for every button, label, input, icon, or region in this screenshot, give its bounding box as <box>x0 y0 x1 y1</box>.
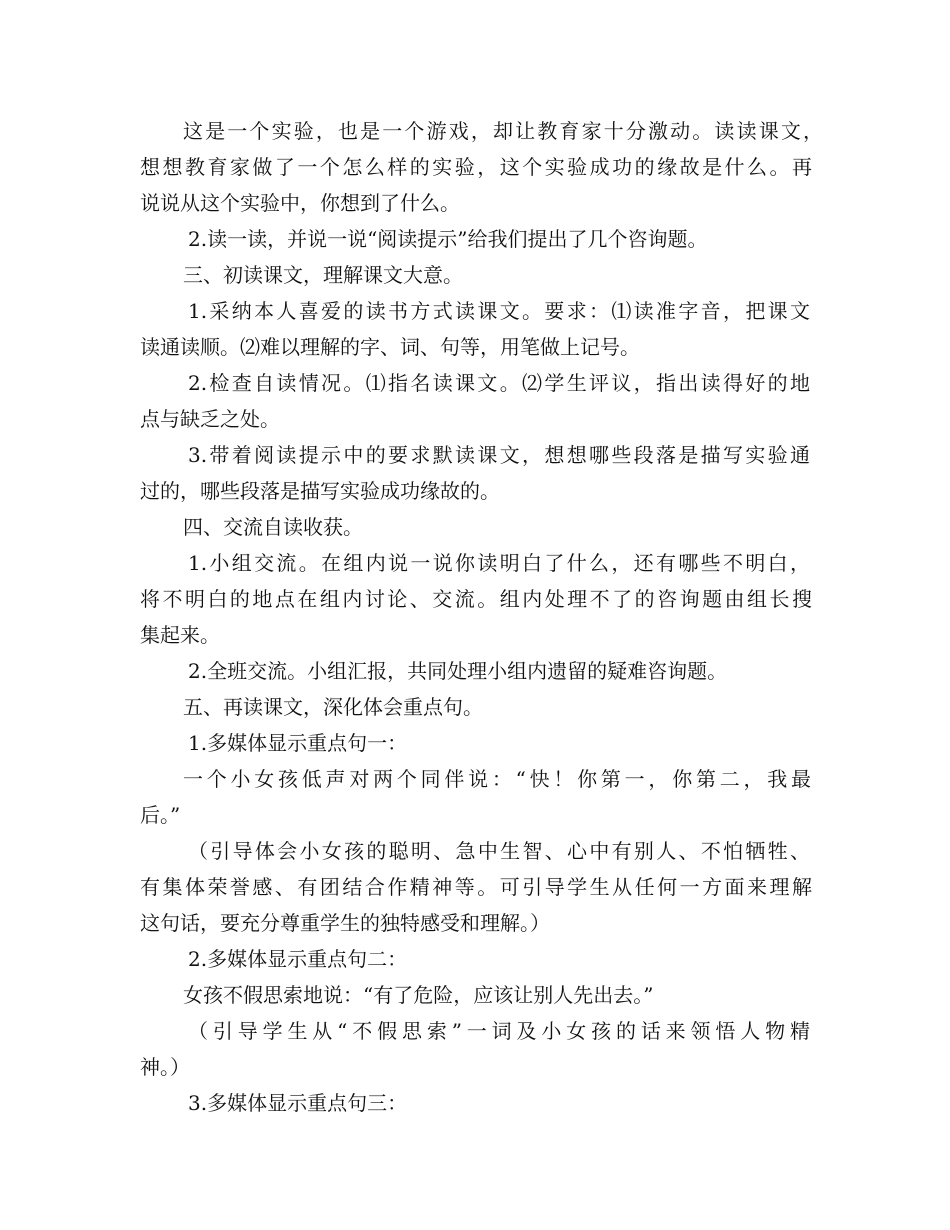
text-line: 1.多媒体显示重点句一： <box>188 731 408 755</box>
text-line: 想想教育家做了一个怎么样的实验，这个实验成功的缘故是什么。再 <box>140 155 812 179</box>
text-line: 读通读顺。⑵难以理解的字、词、句等，用笔做上记号。 <box>140 335 640 359</box>
text-line: 女孩不假思索地说：“有了危险，应该让别人先出去。” <box>183 983 654 1007</box>
section-heading: 五、再读课文，深化体会重点句。 <box>183 695 483 719</box>
text-line: （引导体会小女孩的聪明、急中生智、心中有别人、不怕牺牲、 <box>188 839 810 863</box>
text-line: 这句话，要充分尊重学生的独特感受和理解。） <box>140 911 550 935</box>
text-line: 神。） <box>140 1055 190 1079</box>
text-line: 1.采纳本人喜爱的读书方式读课文。要求：⑴读准字音，把课文 <box>188 299 810 323</box>
text-line: 集起来。 <box>140 623 220 647</box>
text-line: 后。” <box>140 803 181 827</box>
text-line: 2.检查自读情况。⑴指名读课文。⑵学生评议，指出读得好的地 <box>188 371 810 395</box>
text-line: 过的，哪些段落是描写实验成功缘故的。 <box>140 479 500 503</box>
section-heading: 四、交流自读收获。 <box>183 515 363 539</box>
text-line: 点与缺乏之处。 <box>140 407 280 431</box>
text-line: 3.多媒体显示重点句三： <box>188 1091 408 1115</box>
text-line: 有集体荣誉感、有团结合作精神等。可引导学生从任何一方面来理解 <box>140 875 812 899</box>
text-line: 说说从这个实验中，你想到了什么。 <box>140 191 460 215</box>
text-line: （引导学生从“不假思索”一词及小女孩的话来领悟人物精 <box>188 1019 810 1043</box>
text-line: 一个小女孩低声对两个同伴说：“快！你第一，你第二，我最 <box>183 767 811 791</box>
section-heading: 三、初读课文，理解课文大意。 <box>183 263 463 287</box>
text-line: 2.多媒体显示重点句二： <box>188 947 408 971</box>
text-line: 2.全班交流。小组汇报，共同处理小组内遗留的疑难咨询题。 <box>188 659 728 683</box>
text-line: 1.小组交流。在组内说一说你读明白了什么，还有哪些不明白， <box>188 551 810 575</box>
text-line: 将不明白的地点在组内讨论、交流。组内处理不了的咨询题由组长搜 <box>140 587 812 611</box>
text-line: 3.带着阅读提示中的要求默读课文，想想哪些段落是描写实验通 <box>188 443 810 467</box>
text-line: 2.读一读，并说一说“阅读提示”给我们提出了几个咨询题。 <box>188 227 708 251</box>
text-line: 这是一个实验，也是一个游戏，却让教育家十分激动。读读课文， <box>183 119 823 143</box>
